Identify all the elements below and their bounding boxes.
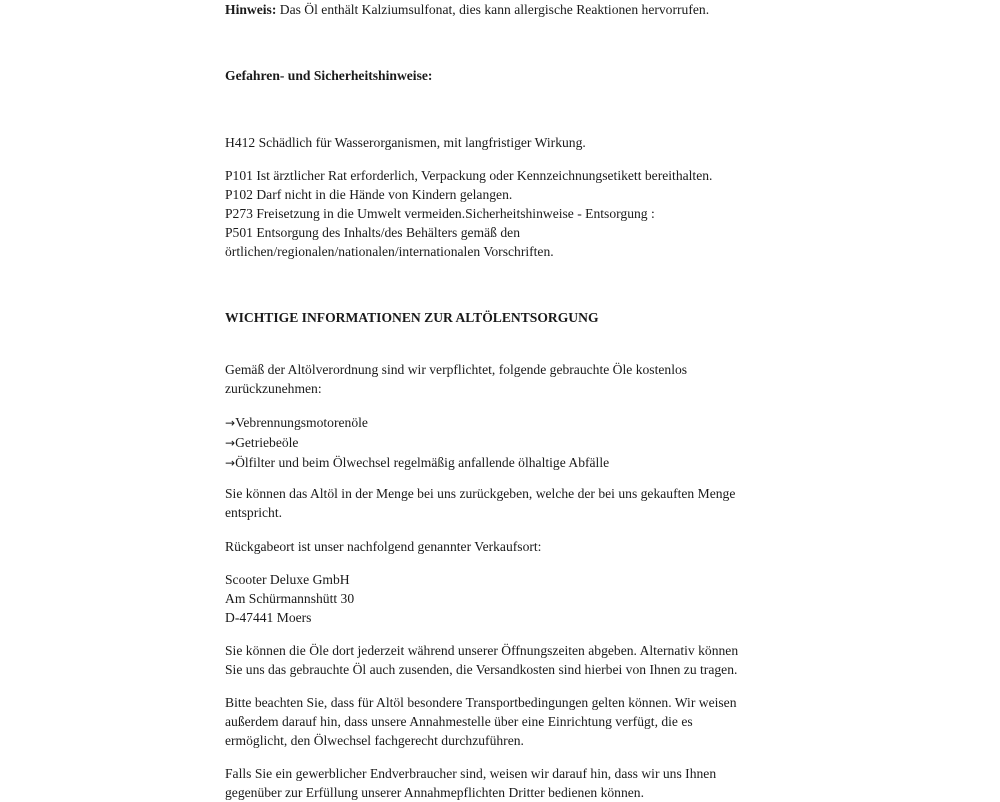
- list-item-text: Ölfilter und beim Ölwechsel regelmäßig anfallende ölhaltige Abfälle: [235, 455, 610, 470]
- menge-paragraph: [225, 484, 735, 522]
- p-statements: [225, 166, 712, 261]
- intro-line: zurückzunehmen:: [225, 381, 322, 396]
- intro-paragraph: [225, 360, 687, 398]
- abgabe-line: Sie können die Öle dort jederzeit während unserer Öffnungszeiten abgeben. Alternativ können: [225, 643, 739, 658]
- altoel-heading: WICHTIGE INFORMATIONEN ZUR ALTÖLENTSORGUNG: [225, 310, 599, 325]
- address-line: D-47441 Moers: [225, 610, 312, 625]
- menge-line: Sie können das Altöl in der Menge bei uns zurückgeben, welche der bei uns gekauften Menge: [225, 486, 736, 501]
- transport-line: Bitte beachten Sie, dass für Altöl besondere Transportbedingungen gelten können. Wir weisen: [225, 695, 737, 710]
- gewerblich-line: gegenüber zur Erfüllung unserer Annahmepflichten Dritter bedienen können.: [225, 785, 644, 800]
- gefahren-heading: Gefahren- und Sicherheitshinweise:: [225, 68, 433, 83]
- list-item-text: Getriebeöle: [235, 435, 299, 450]
- gewerblich-line: Falls Sie ein gewerblicher Endverbraucher sind, weisen wir darauf hin, dass wir uns Ihnen: [225, 766, 717, 781]
- transport-line: ermöglicht, den Ölwechsel fachgerecht durchzuführen.: [225, 733, 524, 748]
- p-statement-line: P273 Freisetzung in die Umwelt vermeiden.Sicherheitshinweise - Entsorgung :: [225, 206, 655, 221]
- p-statement-line: P501 Entsorgung des Inhalts/des Behälters gemäß den: [225, 225, 520, 240]
- gewerblich-paragraph: [225, 764, 716, 802]
- p-statement-line: örtlichen/regionalen/nationalen/internationalen Vorschriften.: [225, 244, 554, 259]
- list-item: [225, 413, 609, 433]
- address-line: Scooter Deluxe GmbH: [225, 572, 350, 587]
- hinweis-text: Das Öl enthält Kalziumsulfonat, dies kann allergische Reaktionen hervorrufen.: [276, 2, 710, 17]
- list-item: [225, 453, 609, 473]
- oil-list: [225, 413, 609, 473]
- arrow-right-icon: →: [225, 456, 236, 470]
- hinweis-paragraph: [225, 0, 709, 19]
- arrow-right-icon: →: [225, 416, 236, 430]
- p-statement-line: P102 Darf nicht in die Hände von Kindern gelangen.: [225, 187, 513, 202]
- abgabe-paragraph: [225, 641, 738, 679]
- list-item: [225, 433, 609, 453]
- hinweis-label: Hinweis:: [225, 2, 277, 17]
- transport-line: außerdem darauf hin, dass unsere Annahmestelle über eine Einrichtung verfügt, die es: [225, 714, 693, 729]
- menge-line: entspricht.: [225, 505, 283, 520]
- h412-statement: H412 Schädlich für Wasserorganismen, mit langfristiger Wirkung.: [225, 135, 586, 150]
- list-item-text: Vebrennungsmotorenöle: [235, 415, 368, 430]
- address-line: Am Schürmannshütt 30: [225, 591, 355, 606]
- rueckgabeort-paragraph: Rückgabeort ist unser nachfolgend genannter Verkaufsort:: [225, 539, 542, 554]
- arrow-right-icon: →: [225, 436, 236, 450]
- intro-line: Gemäß der Altölverordnung sind wir verpflichtet, folgende gebrauchte Öle kostenlos: [225, 362, 688, 377]
- abgabe-line: Sie uns das gebrauchte Öl auch zusenden, die Versandkosten sind hierbei von Ihnen zu tragen.: [225, 662, 738, 677]
- transport-paragraph: [225, 693, 737, 750]
- address-block: [225, 570, 354, 627]
- p-statement-line: P101 Ist ärztlicher Rat erforderlich, Verpackung oder Kennzeichnungsetikett bereithalten.: [225, 168, 713, 183]
